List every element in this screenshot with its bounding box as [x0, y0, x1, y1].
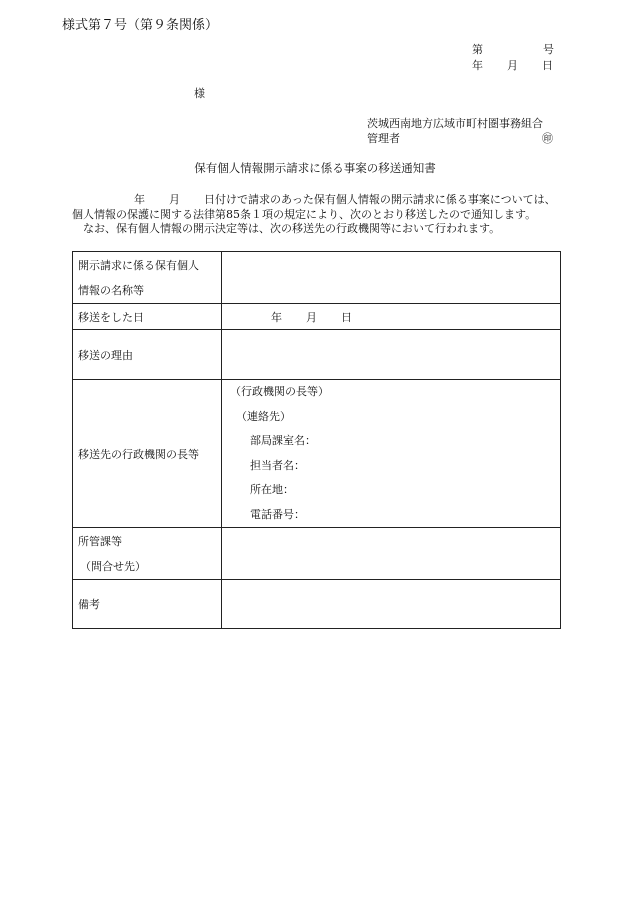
form-number: 様式第７号（第９条関係）: [62, 18, 219, 33]
transfer-details-table: [72, 251, 561, 629]
requested-info-name-label: [73, 252, 222, 304]
issue-date: [472, 57, 553, 73]
body-line-3: なお、保有個人情報の開示決定等は、次の移送先の行政機関等において行われます。: [83, 222, 501, 235]
issue-date-year: 年: [472, 59, 483, 72]
table-row: [73, 304, 561, 330]
table-row: [73, 580, 561, 629]
body-line-1-year: 年: [134, 193, 145, 206]
destination-dept-label: 部局課室名：: [250, 434, 316, 447]
document-title: 保有個人情報開示請求に係る事案の移送通知書: [194, 161, 436, 175]
transfer-date-year: 年: [271, 310, 282, 324]
transfer-date-day: 日: [341, 310, 352, 324]
transfer-reason-value[interactable]: [222, 330, 561, 380]
seal-mark: ㊞: [542, 132, 553, 145]
destination-person-label: 担当者名：: [250, 458, 305, 472]
table-row: [73, 252, 561, 304]
destination-head-value[interactable]: [222, 380, 561, 528]
transfer-reason-label: 移送の理由: [73, 330, 222, 380]
responsible-section-label-line2: （問合せ先）: [80, 560, 146, 573]
transfer-date-month: 月: [306, 310, 317, 324]
document-number: [472, 41, 554, 57]
sender-title: 管理者: [367, 132, 400, 145]
destination-address-label: 所在地：: [250, 483, 294, 496]
responsible-section-label: [73, 528, 222, 580]
destination-phone-label: 電話番号：: [250, 507, 305, 521]
destination-contact-heading: （連絡先）: [236, 409, 291, 423]
responsible-section-label-line1: 所管課等: [78, 535, 122, 548]
table-row: [73, 528, 561, 580]
table-row: [73, 330, 561, 380]
remarks-label: 備考: [73, 580, 222, 629]
body-line-2: 個人情報の保護に関する法律第85条１項の規定により、次のとおり移送したので通知します。: [72, 207, 537, 221]
responsible-section-value[interactable]: [222, 528, 561, 580]
issue-date-month: 月: [507, 59, 518, 72]
requested-info-name-label-line2: 情報の名称等: [78, 284, 144, 297]
notice-body: [72, 193, 572, 237]
transfer-date-value[interactable]: [222, 304, 561, 330]
transfer-date-label: 移送をした日: [73, 304, 222, 330]
doc-no-prefix: 第: [472, 43, 483, 56]
destination-head-label: 移送先の行政機関の長等: [73, 380, 222, 528]
issue-date-day: 日: [542, 59, 553, 72]
destination-head-heading: （行政機関の長等）: [230, 385, 329, 398]
remarks-value[interactable]: [222, 580, 561, 629]
body-line-1-month: 月: [169, 193, 180, 206]
doc-no-suffix: 号: [543, 43, 554, 56]
table-row: [73, 380, 561, 528]
requested-info-name-label-line1: 開示請求に係る保有個人: [78, 259, 199, 272]
requested-info-name-value[interactable]: [222, 252, 561, 304]
sender-organization: 茨城西南地方広域市町村圏事務組合: [367, 117, 543, 130]
body-line-1-rest: 日付けで請求のあった保有個人情報の開示請求に係る事案については、: [204, 193, 556, 206]
addressee-honorific: 様: [194, 87, 205, 100]
body-line-1: [72, 193, 572, 208]
